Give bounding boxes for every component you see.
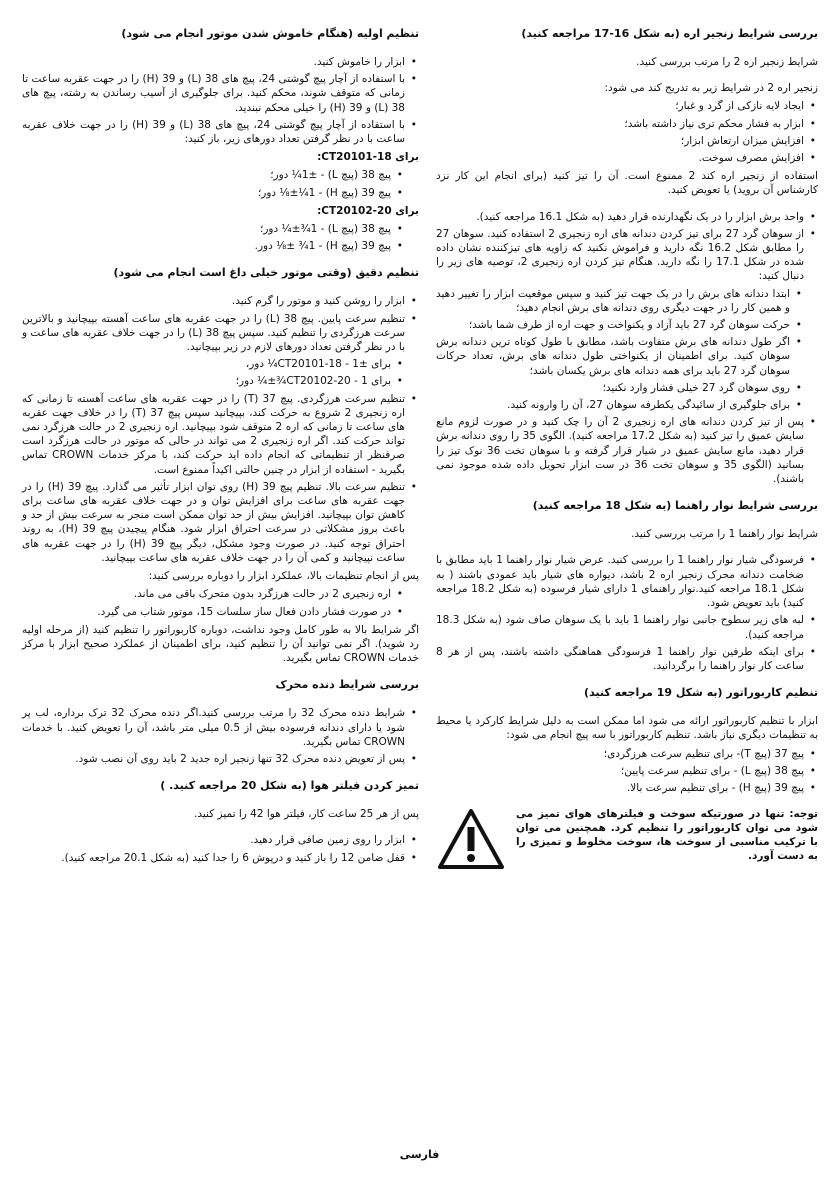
list-item: • پیچ 39 (پیچ H) - 1¼±⅛ دور؛ xyxy=(22,186,419,200)
list-item: • ابزار را روی زمین صافی قرار دهید. xyxy=(22,833,419,847)
list-item: • پیچ 38 (پیچ L) - 1¾±¼ دور؛ xyxy=(22,222,419,236)
list-item: • ابزار را خاموش کنید. xyxy=(22,55,419,69)
warning-icon xyxy=(436,807,506,871)
list-item: • پیچ 37 (پیچ T)- برای تنظیم سرعت هرزگردی؛ xyxy=(436,747,818,761)
sprocket-steps xyxy=(22,706,419,766)
model-1-values xyxy=(22,168,419,199)
guide-bar-steps xyxy=(436,553,818,673)
list-item: • افزایش مصرف سوخت. xyxy=(436,151,818,165)
list-item: • برای جلوگیری از سائیدگی یکطرفه سوهان 27، آن را وارونه کنید. xyxy=(436,398,818,412)
fine-tune-steps xyxy=(22,294,419,565)
fine-tune-title: تنظیم دقیق (وقتی موتور خیلی داغ است انجام می شود) xyxy=(113,266,419,280)
list-item: • فرسودگی شیار نوار راهنما 1 را بررسی کنید. عرض شیار نوار راهنما 1 باید مطابق با ضخامت دندانه محرک زنجیر اره 2 باشد، دیواره های شیار باید عمودی باشند ( به شکل 18.1 مراجعه کنید.نوار راهنمای 1 دارای شیار فرسوده (به شکل 18.2 مراجعه کنید) باید تعویض شود. xyxy=(436,553,818,610)
list-item: • اگر طول دندانه های برش متفاوت باشد، مطابق با طول کوتاه ترین دندانه برش سوهان کنید. برای اطمینان از یکنواختی طول دندانه های برش، تعداد حرکات سوهان گرد 27 باید برای همه دندانه های برش یکسان باشد؛ xyxy=(436,335,818,378)
model-2-values xyxy=(22,222,419,253)
list-item: • پیچ 38 (پیچ L) - 1±¼ دور؛ xyxy=(22,168,419,182)
list-item: • پیچ 39 (پیچ H) - 1¾ ±⅛ دور. xyxy=(22,239,419,253)
left-column xyxy=(22,26,419,877)
list-item: • لبه های زیر سطوح جانبی نوار راهنما 1 باید با یک سوهان صاف شود (به شکل 18.3 مراجعه کنید). xyxy=(436,613,818,641)
list-item: • ابتدا دندانه های برش را در یک جهت تیز کنید و سپس موقعیت ابزار را تغییر دهید و همین کار را در جهت دیگری روی دندانه های برش انجام دهید؛ xyxy=(436,287,818,315)
chain-dull-note: استفاده از زنجیر اره کند 2 ممنوع است. آن را تیز کنید (برای انجام این کار نزد کارشناس آن بروید) یا تعویض کنید. xyxy=(436,170,818,197)
air-filter-title: تمیز کردن فیلتر هوا (به شکل 20 مراجعه کنید. ) xyxy=(160,779,419,793)
sprocket-title: بررسی شرایط دنده محرک xyxy=(275,678,419,692)
list-item: • حرکت سوهان گرد 27 باید آزاد و یکنواخت و جهت اره از طرف شما باشد؛ xyxy=(436,318,818,332)
model-1-label: برای CT20101-18: xyxy=(317,151,419,164)
chain-check-title: بررسی شرایط زنجیر اره (به شکل 16-17 مراجعه کنید) xyxy=(521,27,818,40)
list-item: • افزایش میزان ارتعاش ابزار؛ xyxy=(436,134,818,148)
page-language-label: فارسی xyxy=(399,1148,440,1161)
initial-setup-title: تنظیم اولیه (هنگام خاموش شدن موتور انجام می شود) xyxy=(121,27,419,40)
carburetor-intro: ابزار با تنظیم کاربوراتور ارائه می شود اما ممکن است به دلیل شرایط کارکرد یا محیط به تنظیمات دیگری نیاز باشد. تنظیم کاربوراتور با سه پیچ انجام می شود: xyxy=(436,715,818,742)
air-filter-intro: پس از هر 25 ساعت کار، فیلتر هوا 42 را تمیز کنید. xyxy=(194,808,419,821)
chain-dull-list xyxy=(436,99,818,165)
list-item: • ابزار را روشن کنید و موتور را گرم کنید. xyxy=(22,294,419,308)
guide-bar-title: بررسی شرایط نوار راهنما (به شکل 18 مراجعه کنید) xyxy=(532,499,818,513)
fine-tune-note: اگر شرایط بالا به طور کامل وجود نداشت، دوباره کاربوراتور را تنظیم کنید (از مرحله اولیه رد شوید). اگر نمی توانید آن را تنظیم کنید، برای اطمینان از عملکرد صحیح ابزار با مرکز خدمات CROWN تماس بگیرید. xyxy=(22,623,419,665)
chain-check-intro: شرایط زنجیر اره 2 را مرتب بررسی کنید. xyxy=(636,56,818,68)
carburetor-title: تنظیم کاربوراتور (به شکل 19 مراجعه کنید) xyxy=(584,686,818,700)
fine-tune-check: پس از انجام تنظیمات بالا، عملکرد ابزار را دوباره بررسی کنید: xyxy=(148,570,419,583)
chain-dull-intro: زنجیر اره 2 در شرایط زیر به تدریج کند می شود: xyxy=(604,82,818,95)
air-filter-steps xyxy=(22,833,419,864)
list-item: • روی سوهان گرد 27 خیلی فشار وارد نکنید؛ xyxy=(436,381,818,395)
list-item: • با استفاده از آچار پیچ گوشتی 24، پیچ های 38 (L) و 39 (H) را در جهت عقربه ساعت تا زمانی که متوقف شوند، محکم کنید. برای جلوگیری از آسیب رساندن به رشته، پیچ های 38 (L) و 39 (H) را خیلی محکم نبندید. xyxy=(22,72,419,115)
list-item: • تنظیم سرعت پایین. پیچ 38 (L) را در جهت عقربه های ساعت آهسته بپیچانید و بالاترین سرعت هرزگردی را تنظیم کنید. سپس پیچ 38 (L) را در جهت خلاف عقربه های ساعت و با در نظر گرفتن تعداد دورهای لازم در زیر بپیچانید. xyxy=(22,312,419,355)
model-2-label: برای CT20102-20: xyxy=(317,204,419,217)
list-item: • برای CT20101-18 - 1±¼ دور، xyxy=(22,357,419,371)
initial-setup-steps xyxy=(22,55,419,146)
list-item: • پیچ 39 (پیچ H) - برای تنظیم سرعت بالا. xyxy=(436,781,818,795)
list-item: • پیچ 38 (پیچ L) - برای تنظیم سرعت پایین؛ xyxy=(436,764,818,778)
list-item: • تنظیم سرعت هرزگردی. پیچ 37 (T) را در جهت عقربه های ساعت آهسته تا زمانی که اره زنجیری 2 شروع به حرکت کند، بپیچانید سپس پیچ 37 (T) را در خلاف جهت عقربه های ساعت تا زمانی که اره 2 متوقف شود بپیچانید. اره زنجیری 2 در حالت هرزگرد نمی تواند حرکت کند. اگر اره زنجیری 2 می تواند در حالی که موتور در حالت هرزگرد است صرفنظر از تنظیماتی که انجام داده اید حرکت کند، با مرکز خدمات CROWN تماس بگیرید - استفاده از ابزار در چنین حالتی اکیداً ممنوع است. xyxy=(22,392,419,477)
list-item: • از سوهان گرد 27 برای تیز کردن دندانه های اره زنجیری 2 استفاده کنید. سوهان 27 را مطابق شکل 16.2 نگه دارید و فراموش نکنید که زاویه های تیزکننده نشان داده شده در شکل 17.1 را نگه دارید. هنگام تیز کردن اره زنجیری 2، توصیه های زیر را دنبال کنید: xyxy=(436,227,818,284)
right-column xyxy=(436,26,818,871)
list-item: • قفل ضامن 12 را باز کنید و درپوش 6 را جدا کنید (به شکل 20.1 مراجعه کنید). xyxy=(22,851,419,865)
sharpen-steps xyxy=(436,210,818,487)
list-item: • برای CT20102-20 - 1¾±¼ دور؛ xyxy=(22,374,419,388)
carburetor-screws xyxy=(436,747,818,796)
fine-tune-checklist xyxy=(22,587,419,618)
warning-text: توجه: تنها در صورتیکه سوخت و فیلترهای هوای تمیز می شود می توان کاربوراتور را تنظیم کرد. همچنین می توان با ترکیب مناسبی از سوخت ها، سوخت مخلوط و تمیزی را به دست آورد. xyxy=(516,808,818,863)
list-item: • در صورت فشار دادن فعال ساز سلسات 15، موتور شتاب می گیرد. xyxy=(22,605,419,619)
list-item: • با استفاده از آچار پیچ گوشتی 24، پیچ های 38 (L) و 39 (H) را در جهت خلاف عقربه ساعت با در نظر گرفتن تعداد دورهای زیر، باز کنید: xyxy=(22,118,419,146)
list-item: • ابزار به فشار محکم تری نیاز داشته باشد؛ xyxy=(436,117,818,131)
list-item: • اره زنجیری 2 در حالت هرزگرد بدون متحرک باقی می ماند. xyxy=(22,587,419,601)
list-item: • شرایط دنده محرک 32 را مرتب بررسی کنید.اگر دنده محرک 32 ترک برداره، لب پر شود یا دارای دندانه فرسوده بیش از 0.5 میلی متر باشد، آن را تعویض کنید. با خدمات CROWN تماس بگیرید. xyxy=(22,706,419,749)
list-item: • ایجاد لایه نازکی از گرد و غبار؛ xyxy=(436,99,818,113)
list-item: • واحد برش ابزار را در یک نگهدارنده قرار دهید (به شکل 16.1 مراجعه کنید). xyxy=(436,210,818,224)
list-item: • تنظیم سرعت بالا. تنظیم پیچ 39 (H) روی توان ابزار تأثیر می گذارد. پیچ 39 (H) را در جهت عقربه های ساعت برای افزایش توان و در جهت خلاف عقربه های ساعت برای کاهش توان بپیچانید. افزایش بیش از حد توان ممکن است منجر به سرعت بیش از حد و باعث بروز مشکلاتی در سرعت احتراق ابزار شود. هنگام پیچیدن پیچ 39 (H)، به روند احتراق توجه کنید. در صورت وجود مشکل، دیگر پیچ 39 (H) را در جهت عقربه های ساعت نپیچانید و کمی آن را در جهت خلاف عقربه های ساعت بپیچانید. xyxy=(22,480,419,565)
warning-box xyxy=(436,807,818,871)
list-item: • پس از تیز کردن دندانه های اره زنجیری 2 آن را چک کنید و در صورت لزوم مانع سایش عمیق را تیز کنید (به شکل 17.2 مراجعه کنید). الگوی 35 را روی دندانه برش قرار دهید، مانع سایش عمیق در شیار قرار گرفته و با سوهان تخت 36 نوک تیز را بسانید (الگوی 35 و سوهان تخت 36 در ست ابزار تحویل داده شده موجود نمی باشند). xyxy=(436,415,818,486)
guide-bar-intro: شرایط نوار راهنما 1 را مرتب بررسی کنید. xyxy=(631,528,818,541)
list-item: • پس از تعویض دنده محرک 32 تنها زنجیر اره جدید 2 باید روی آن نصب شود. xyxy=(22,752,419,766)
list-item: • برای اینکه طرفین نوار راهنما 1 فرسودگی هماهنگی داشته باشند، پس از هر 8 ساعت کار نوار راهنما را برگردانید. xyxy=(436,645,818,673)
